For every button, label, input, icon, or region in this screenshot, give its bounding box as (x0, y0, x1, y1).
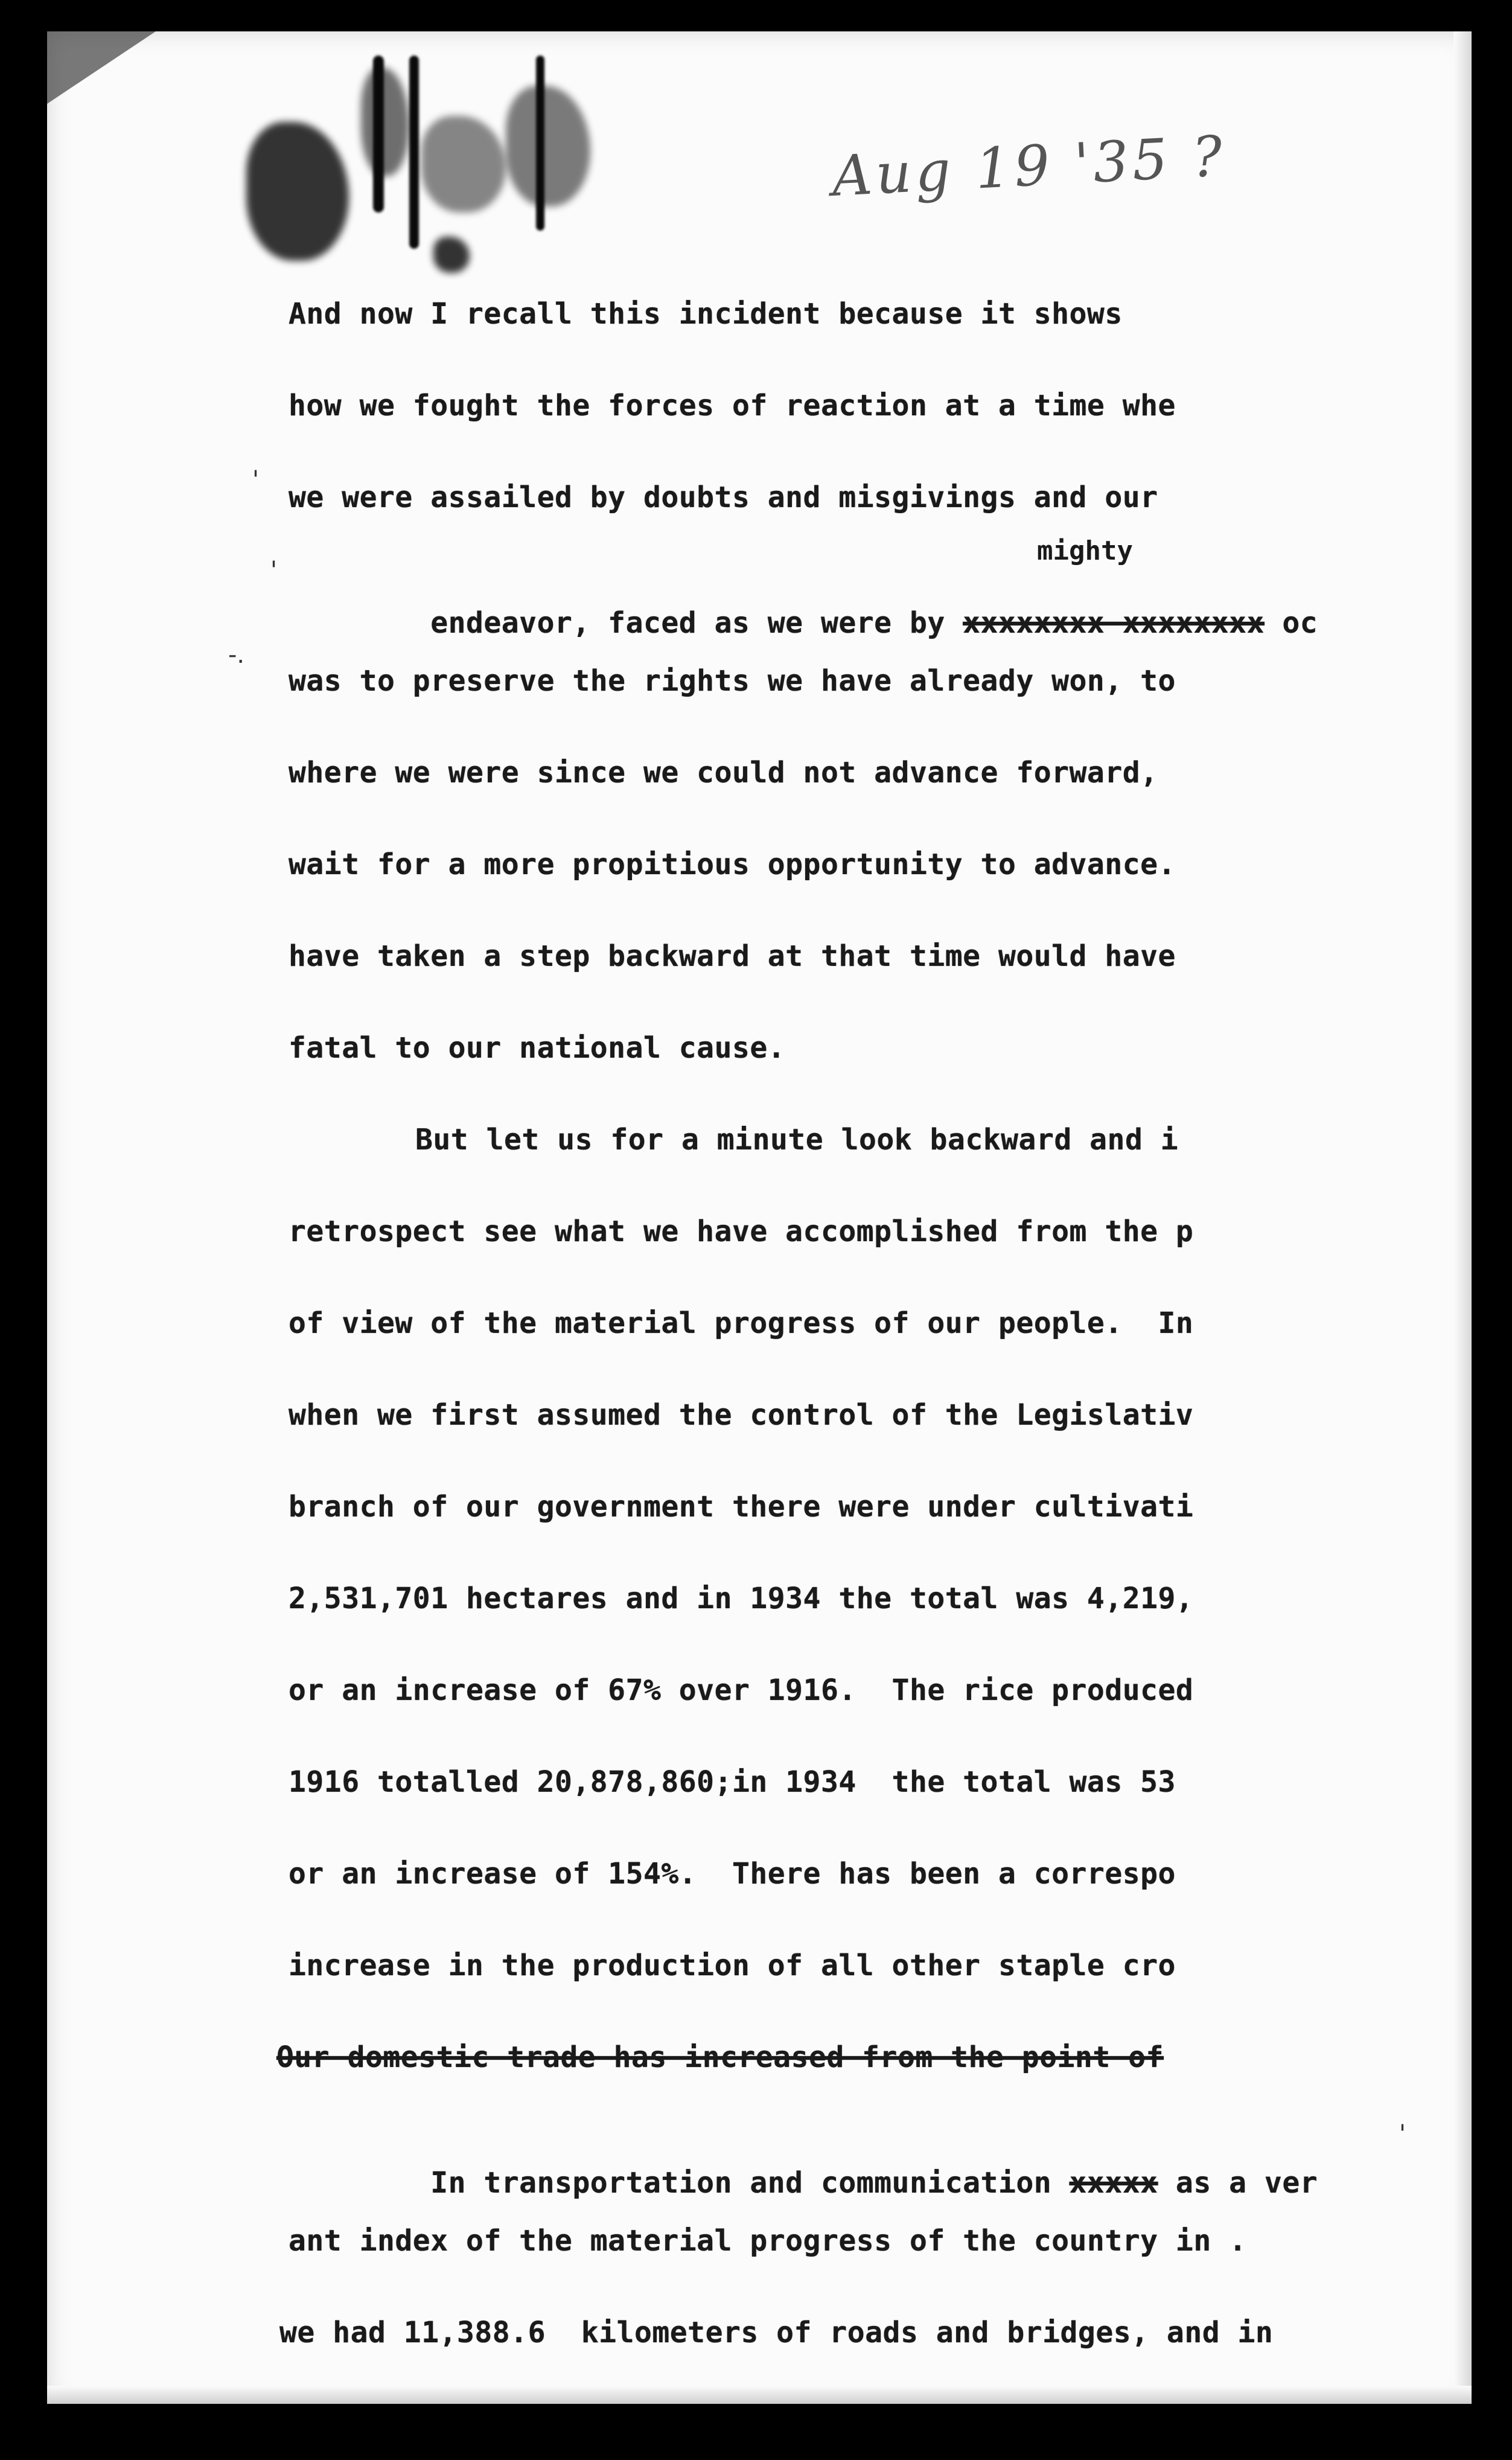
handwritten-date: Aug 19 '35 ? (830, 123, 1228, 209)
text-line-part: oc (1264, 606, 1318, 640)
inserted-word: mighty (1037, 535, 1133, 566)
text-line (289, 572, 1318, 674)
text-line: And now I recall this incident because it shows (289, 297, 1123, 331)
text-line: of view of the material progress of our people. In (289, 1306, 1194, 1340)
text-line: retrospect see what we have accomplished from the p (289, 1215, 1194, 1248)
ink-smudge (361, 68, 409, 176)
ink-drip (409, 56, 419, 249)
text-line: 2,531,701 hectares and in 1934 the total was 4,219, (289, 1582, 1194, 1615)
text-line-part: as a ver (1158, 2166, 1318, 2200)
ink-smudge (421, 116, 506, 212)
ink-drip (373, 56, 384, 212)
text-line: branch of our government there were under cultivati (289, 1490, 1194, 1524)
text-line: we were assailed by doubts and misgivings and our (289, 481, 1158, 514)
paper-bottom-edge (47, 2386, 1472, 2404)
text-line: or an increase of 67% over 1916. The rice produced (289, 1673, 1194, 1707)
text-line: how we fought the forces of reaction at a time whe (289, 389, 1176, 423)
typewritten-page (47, 31, 1472, 2404)
text-line: we had 11,388.6 kilometers of roads and bridges, and in (279, 2316, 1274, 2350)
text-line (289, 2132, 1318, 2234)
ink-smudge (433, 237, 470, 273)
text-line: or an increase of 154%. There has been a correspo (289, 1857, 1176, 1891)
struck-text: xxxxxxxx xxxxxxxx (963, 606, 1265, 640)
margin-mark: ' (1399, 2120, 1406, 2148)
struck-line: Our domestic trade has increased from the point of (276, 2040, 1164, 2074)
text-line: where we were since we could not advance forward, (289, 756, 1158, 790)
text-line-part: In transportation and communication (430, 2166, 1070, 2200)
text-line: was to preserve the rights we have already won, to (289, 664, 1176, 698)
text-line: ant index of the material progress of the country in . (289, 2224, 1247, 2258)
corner-fold (47, 31, 156, 104)
margin-mark: ' (270, 557, 277, 584)
text-line: have taken a step backward at that time would have (289, 939, 1176, 973)
text-line: fatal to our national cause. (289, 1031, 786, 1065)
text-line: 1916 totalled 20,878,860;in 1934 the total was 53 (289, 1765, 1176, 1799)
text-line: wait for a more propitious opportunity to advance. (289, 848, 1176, 881)
ink-drip (536, 56, 544, 231)
text-line: But let us for a minute look backward and i (415, 1123, 1179, 1157)
text-line: when we first assumed the control of the Legislativ (289, 1398, 1194, 1432)
struck-text: xxxxx (1069, 2166, 1158, 2200)
text-line: increase in the production of all other staple cro (289, 1949, 1176, 1982)
text-line-part: endeavor, faced as we were by (430, 606, 963, 640)
paper-edge (1453, 31, 1472, 2404)
ink-smudge (506, 86, 590, 206)
margin-mark: -. (228, 641, 245, 669)
ink-smudge (246, 122, 349, 261)
margin-mark: ' (252, 466, 259, 494)
